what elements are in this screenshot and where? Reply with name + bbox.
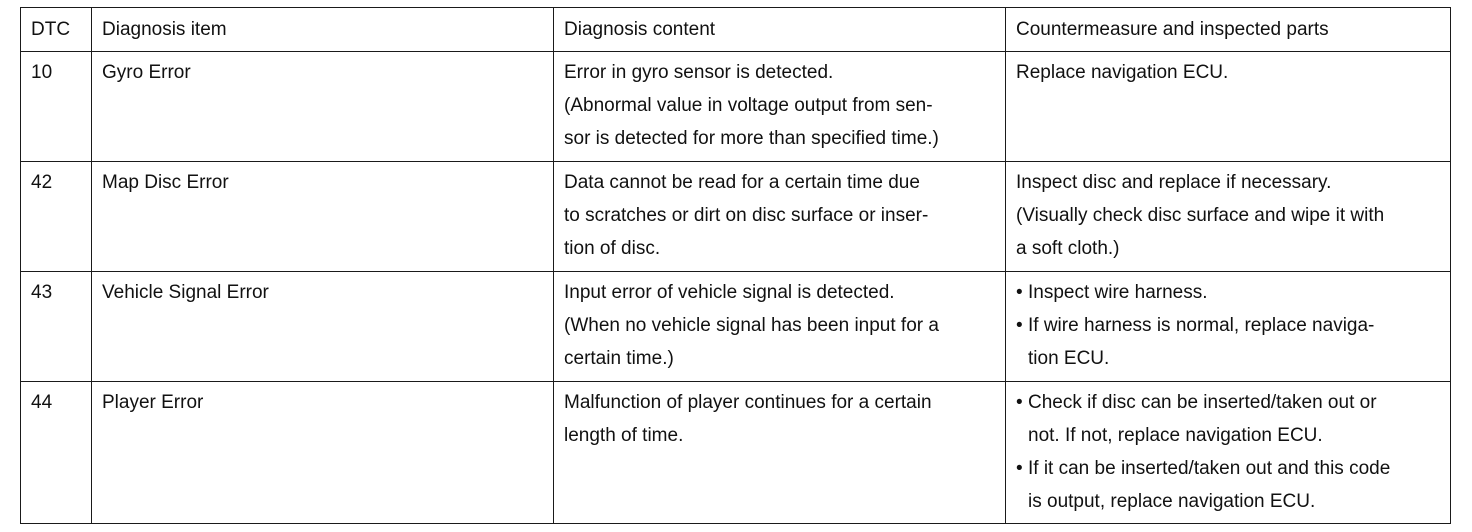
content-line: length of time. bbox=[564, 425, 684, 446]
bullet-text: If it can be inserted/taken out and this code bbox=[1028, 458, 1391, 479]
diagnosis-item: Vehicle Signal Error bbox=[92, 272, 554, 382]
bullet-glyph: • bbox=[1016, 392, 1023, 413]
countermeasure bbox=[1006, 272, 1451, 382]
diagnosis-item: Player Error bbox=[92, 382, 554, 524]
countermeasure bbox=[1006, 52, 1451, 162]
diagnosis-item: Map Disc Error bbox=[92, 162, 554, 272]
bullet-text: If wire harness is normal, replace naviga- bbox=[1028, 315, 1375, 336]
content-line: Input error of vehicle signal is detected. bbox=[564, 282, 895, 303]
diagnosis-content bbox=[554, 382, 1006, 524]
countermeasure bbox=[1006, 382, 1451, 524]
bullet-item bbox=[1016, 452, 1442, 485]
countermeasure-line: Replace navigation ECU. bbox=[1016, 62, 1229, 83]
diagnosis-content bbox=[554, 52, 1006, 162]
content-line: certain time.) bbox=[564, 348, 674, 369]
countermeasure bbox=[1006, 162, 1451, 272]
bullet-continuation: tion ECU. bbox=[1028, 348, 1110, 369]
bullet-item bbox=[1016, 386, 1442, 419]
bullet-glyph: • bbox=[1016, 282, 1023, 303]
header-diagnosis-content: Diagnosis content bbox=[554, 8, 1006, 52]
diagnosis-item: Gyro Error bbox=[92, 52, 554, 162]
countermeasure-line: a soft cloth.) bbox=[1016, 238, 1120, 259]
bullet-item bbox=[1016, 276, 1442, 309]
bullet-continuation: is output, replace navigation ECU. bbox=[1028, 491, 1316, 512]
diagnosis-table-container bbox=[20, 7, 1450, 521]
bullet-continuation: not. If not, replace navigation ECU. bbox=[1028, 425, 1323, 446]
content-line: tion of disc. bbox=[564, 238, 661, 259]
diagnosis-content bbox=[554, 162, 1006, 272]
table-row bbox=[21, 272, 1451, 382]
dtc-code: 42 bbox=[21, 162, 92, 272]
content-line: (When no vehicle signal has been input for a bbox=[564, 315, 939, 336]
dtc-code: 10 bbox=[21, 52, 92, 162]
content-line: Error in gyro sensor is detected. bbox=[564, 62, 834, 83]
bullet-item bbox=[1016, 309, 1442, 342]
bullet-text: Inspect wire harness. bbox=[1028, 282, 1208, 303]
content-line: sor is detected for more than specified time.) bbox=[564, 128, 939, 149]
header-dtc: DTC bbox=[21, 8, 92, 52]
table-row bbox=[21, 162, 1451, 272]
bullet-glyph: • bbox=[1016, 458, 1023, 479]
dtc-code: 44 bbox=[21, 382, 92, 524]
table-body bbox=[21, 52, 1451, 524]
table-row bbox=[21, 52, 1451, 162]
header-countermeasure: Countermeasure and inspected parts bbox=[1006, 8, 1451, 52]
dtc-code: 43 bbox=[21, 272, 92, 382]
content-line: Data cannot be read for a certain time due bbox=[564, 172, 920, 193]
diagnosis-table bbox=[20, 7, 1451, 524]
content-line: Malfunction of player continues for a certain bbox=[564, 392, 932, 413]
content-line: (Abnormal value in voltage output from sen- bbox=[564, 95, 933, 116]
bullet-text: Check if disc can be inserted/taken out or bbox=[1028, 392, 1377, 413]
content-line: to scratches or dirt on disc surface or inser- bbox=[564, 205, 929, 226]
bullet-glyph: • bbox=[1016, 315, 1023, 336]
countermeasure-line: (Visually check disc surface and wipe it with bbox=[1016, 205, 1385, 226]
header-diagnosis-item: Diagnosis item bbox=[92, 8, 554, 52]
countermeasure-line: Inspect disc and replace if necessary. bbox=[1016, 172, 1332, 193]
diagnosis-content bbox=[554, 272, 1006, 382]
table-header-row bbox=[21, 8, 1451, 52]
table-row bbox=[21, 382, 1451, 524]
